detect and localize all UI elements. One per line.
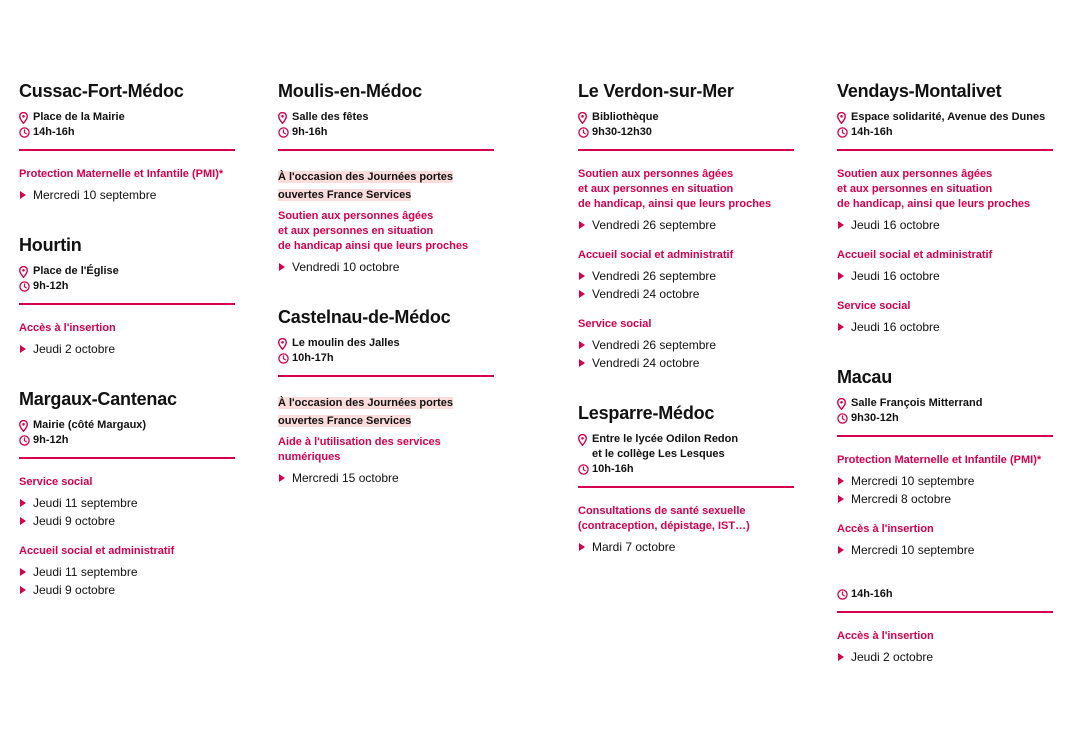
clock-icon-svg bbox=[578, 127, 589, 138]
service-title: Aide à l'utilisation des services numériques bbox=[278, 436, 441, 463]
clock-icon-svg bbox=[837, 589, 848, 600]
location-place-text: Place de l'Église bbox=[33, 265, 119, 277]
clock-icon-svg bbox=[19, 281, 30, 292]
town-name: Moulis-en-Médoc bbox=[278, 81, 422, 101]
service-block bbox=[578, 504, 794, 556]
date-text: Jeudi 2 octobre bbox=[33, 342, 116, 356]
location-hours-text: 9h-12h bbox=[33, 434, 69, 446]
town-name: Cussac-Fort-Médoc bbox=[19, 81, 184, 101]
arrow-right-icon bbox=[579, 290, 585, 298]
location-block bbox=[19, 388, 235, 599]
date-item bbox=[837, 648, 1053, 666]
service-block bbox=[19, 321, 235, 358]
date-item bbox=[578, 538, 794, 556]
arrow-right-icon bbox=[20, 191, 26, 199]
service-title: Service social bbox=[19, 476, 93, 488]
service-block bbox=[578, 317, 794, 372]
map-pin-icon bbox=[578, 432, 592, 447]
arrow-right-icon bbox=[579, 359, 585, 367]
clock-icon bbox=[837, 411, 851, 426]
location-place bbox=[578, 110, 794, 125]
clock-icon bbox=[578, 462, 592, 477]
location-place-text: Bibliothèque bbox=[592, 111, 659, 123]
service-block bbox=[578, 248, 794, 303]
service-block bbox=[278, 435, 494, 487]
location-place-text: Entre le lycée Odilon Redon et le collège Les Lesques bbox=[592, 433, 739, 460]
arrow-right-icon bbox=[20, 586, 26, 594]
clock-icon-svg bbox=[837, 413, 848, 424]
arrow-right-icon bbox=[838, 653, 844, 661]
event-highlight bbox=[278, 167, 494, 203]
location-place bbox=[278, 336, 494, 351]
location-place-text: Mairie (côté Margaux) bbox=[33, 419, 147, 431]
location-block bbox=[278, 80, 494, 276]
service-title: Service social bbox=[837, 300, 911, 312]
arrow-right-icon bbox=[20, 499, 26, 507]
location-hours-text: 14h-16h bbox=[851, 126, 893, 138]
extra-session bbox=[837, 587, 1053, 666]
service-block bbox=[19, 544, 235, 599]
date-item bbox=[278, 469, 494, 487]
clock-icon-svg bbox=[19, 435, 30, 446]
map-pin-icon bbox=[19, 418, 33, 433]
map-pin-icon bbox=[578, 110, 592, 125]
map-pin-icon-svg bbox=[837, 112, 846, 124]
event-highlight bbox=[278, 393, 494, 429]
map-pin-icon-svg bbox=[578, 434, 587, 446]
clock-icon-svg bbox=[278, 127, 289, 138]
section-divider bbox=[578, 149, 794, 151]
event-highlight-text: À l'occasion des Journées portes ouvertes France Services bbox=[278, 171, 454, 201]
clock-icon-svg bbox=[278, 353, 289, 364]
location-place-text: Place de la Mairie bbox=[33, 111, 125, 123]
service-title: Soutien aux personnes âgées et aux personnes en situation de handicap ainsi que leurs proches bbox=[278, 210, 469, 252]
location-place bbox=[837, 110, 1053, 125]
section-divider bbox=[278, 149, 494, 151]
date-item bbox=[578, 354, 794, 372]
clock-icon bbox=[837, 587, 851, 602]
section-divider bbox=[19, 303, 235, 305]
clock-icon-svg bbox=[19, 127, 30, 138]
service-block bbox=[278, 209, 494, 276]
service-block bbox=[837, 299, 1053, 336]
map-pin-icon bbox=[837, 396, 851, 411]
location-place bbox=[19, 110, 235, 125]
date-item bbox=[578, 267, 794, 285]
service-title: Protection Maternelle et Infantile (PMI)* bbox=[19, 168, 224, 180]
map-pin-icon bbox=[19, 110, 33, 125]
extra-session-hours bbox=[837, 587, 1053, 602]
town-name: Lesparre-Médoc bbox=[578, 403, 715, 423]
location-hours-text: 10h-16h bbox=[592, 463, 634, 475]
location-hours-text: 14h-16h bbox=[33, 126, 75, 138]
arrow-right-icon bbox=[579, 543, 585, 551]
section-divider bbox=[19, 457, 235, 459]
service-title: Soutien aux personnes âgées et aux personnes en situation de handicap, ainsi que leurs proches bbox=[578, 168, 772, 210]
service-block bbox=[837, 629, 1053, 666]
town-name: Vendays-Montalivet bbox=[837, 81, 1002, 101]
date-text: Jeudi 9 octobre bbox=[33, 514, 116, 528]
service-title: Service social bbox=[578, 318, 652, 330]
arrow-right-icon bbox=[838, 272, 844, 280]
service-block bbox=[19, 475, 235, 530]
service-title: Accès à l'insertion bbox=[837, 523, 934, 535]
location-place bbox=[837, 396, 1053, 411]
service-title: Consultations de santé sexuelle (contraception, dépistage, IST…) bbox=[578, 505, 750, 532]
location-hours-text: 9h30-12h bbox=[851, 412, 899, 424]
service-block bbox=[837, 248, 1053, 285]
date-text: Jeudi 11 septembre bbox=[33, 565, 138, 579]
map-pin-icon-svg bbox=[578, 112, 587, 124]
section-divider bbox=[578, 486, 794, 488]
location-block bbox=[278, 306, 494, 487]
location-block bbox=[837, 366, 1053, 666]
section-divider bbox=[837, 149, 1053, 151]
section-divider bbox=[278, 375, 494, 377]
section-divider bbox=[837, 435, 1053, 437]
map-pin-icon bbox=[278, 110, 292, 125]
column-1 bbox=[19, 80, 235, 613]
location-block bbox=[578, 402, 794, 556]
date-item bbox=[578, 216, 794, 234]
arrow-right-icon bbox=[838, 221, 844, 229]
location-place-text: Espace solidarité, Avenue des Dunes bbox=[851, 111, 1046, 123]
clock-icon-svg bbox=[837, 127, 848, 138]
date-item bbox=[837, 472, 1053, 490]
arrow-right-icon bbox=[579, 272, 585, 280]
date-item bbox=[837, 267, 1053, 285]
date-item bbox=[19, 512, 235, 530]
date-text: Vendredi 26 septembre bbox=[592, 218, 717, 232]
date-item bbox=[837, 216, 1053, 234]
location-block bbox=[19, 234, 235, 358]
arrow-right-icon bbox=[838, 323, 844, 331]
location-place-text: Salle François Mitterrand bbox=[851, 397, 983, 409]
location-place bbox=[278, 110, 494, 125]
clock-icon bbox=[19, 433, 33, 448]
date-item bbox=[19, 563, 235, 581]
date-text: Mardi 7 octobre bbox=[592, 540, 676, 554]
section-divider bbox=[19, 149, 235, 151]
location-hours bbox=[837, 411, 1053, 426]
column-3 bbox=[578, 80, 794, 570]
arrow-right-icon bbox=[579, 341, 585, 349]
service-title: Soutien aux personnes âgées et aux personnes en situation de handicap, ainsi que leurs proches bbox=[837, 168, 1031, 210]
service-block bbox=[578, 167, 794, 234]
map-pin-icon bbox=[837, 110, 851, 125]
clock-icon-svg bbox=[578, 464, 589, 475]
town-name: Castelnau-de-Médoc bbox=[278, 307, 451, 327]
town-name: Macau bbox=[837, 367, 893, 387]
date-text: Vendredi 26 septembre bbox=[592, 338, 717, 352]
location-hours bbox=[578, 125, 794, 140]
clock-icon bbox=[278, 351, 292, 366]
date-item bbox=[578, 336, 794, 354]
service-title: Accueil social et administratif bbox=[578, 249, 734, 261]
service-title: Accès à l'insertion bbox=[19, 322, 116, 334]
date-text: Vendredi 24 octobre bbox=[592, 356, 700, 370]
map-pin-icon-svg bbox=[837, 398, 846, 410]
location-hours-text: 9h30-12h30 bbox=[592, 126, 652, 138]
service-block bbox=[19, 167, 235, 204]
date-item bbox=[19, 581, 235, 599]
service-block bbox=[837, 522, 1053, 559]
clock-icon bbox=[278, 125, 292, 140]
date-text: Jeudi 11 septembre bbox=[33, 496, 138, 510]
date-text: Vendredi 26 septembre bbox=[592, 269, 717, 283]
map-pin-icon-svg bbox=[278, 112, 287, 124]
location-hours-text: 9h-16h bbox=[292, 126, 328, 138]
arrow-right-icon bbox=[579, 221, 585, 229]
map-pin-icon bbox=[278, 336, 292, 351]
section-divider bbox=[837, 611, 1053, 613]
extra-session-hours-text: 14h-16h bbox=[851, 588, 893, 600]
date-item bbox=[578, 285, 794, 303]
map-pin-icon-svg bbox=[19, 420, 28, 432]
location-block bbox=[837, 80, 1053, 336]
service-block bbox=[837, 453, 1053, 508]
service-title: Accueil social et administratif bbox=[837, 249, 993, 261]
arrow-right-icon bbox=[20, 568, 26, 576]
location-hours bbox=[578, 462, 794, 477]
date-item bbox=[278, 258, 494, 276]
map-pin-icon-svg bbox=[278, 338, 287, 350]
column-4 bbox=[837, 80, 1053, 680]
map-pin-icon-svg bbox=[19, 112, 28, 124]
date-item bbox=[837, 490, 1053, 508]
location-hours bbox=[19, 125, 235, 140]
column-2 bbox=[278, 80, 494, 501]
arrow-right-icon bbox=[279, 263, 285, 271]
date-item bbox=[19, 340, 235, 358]
town-name: Margaux-Cantenac bbox=[19, 389, 177, 409]
service-block bbox=[837, 167, 1053, 234]
arrow-right-icon bbox=[838, 477, 844, 485]
location-place-text: Salle des fêtes bbox=[292, 111, 369, 123]
location-hours bbox=[278, 351, 494, 366]
map-pin-icon-svg bbox=[19, 266, 28, 278]
map-pin-icon bbox=[19, 264, 33, 279]
location-hours bbox=[19, 433, 235, 448]
date-text: Jeudi 16 octobre bbox=[851, 218, 940, 232]
arrow-right-icon bbox=[20, 517, 26, 525]
service-title: Accès à l'insertion bbox=[837, 630, 934, 642]
location-hours-text: 10h-17h bbox=[292, 352, 334, 364]
service-title: Accueil social et administratif bbox=[19, 545, 175, 557]
location-place bbox=[578, 432, 794, 462]
location-hours bbox=[19, 279, 235, 294]
location-hours bbox=[837, 125, 1053, 140]
location-place bbox=[19, 418, 235, 433]
date-text: Vendredi 10 octobre bbox=[292, 260, 400, 274]
date-text: Mercredi 15 octobre bbox=[292, 471, 399, 485]
location-hours-text: 9h-12h bbox=[33, 280, 69, 292]
arrow-right-icon bbox=[838, 546, 844, 554]
town-name: Hourtin bbox=[19, 235, 82, 255]
date-text: Jeudi 9 octobre bbox=[33, 583, 116, 597]
location-block bbox=[578, 80, 794, 372]
arrow-right-icon bbox=[838, 495, 844, 503]
date-text: Mercredi 10 septembre bbox=[851, 474, 975, 488]
arrow-right-icon bbox=[279, 474, 285, 482]
town-name: Le Verdon-sur-Mer bbox=[578, 81, 734, 101]
location-block bbox=[19, 80, 235, 204]
event-highlight-text: À l'occasion des Journées portes ouvertes France Services bbox=[278, 397, 454, 427]
date-text: Jeudi 16 octobre bbox=[851, 320, 940, 334]
clock-icon bbox=[19, 125, 33, 140]
location-place bbox=[19, 264, 235, 279]
date-item bbox=[19, 186, 235, 204]
date-text: Mercredi 10 septembre bbox=[851, 543, 975, 557]
date-text: Mercredi 10 septembre bbox=[33, 188, 157, 202]
location-place-text: Le moulin des Jalles bbox=[292, 337, 400, 349]
clock-icon bbox=[19, 279, 33, 294]
date-item bbox=[19, 494, 235, 512]
date-item bbox=[837, 541, 1053, 559]
date-text: Jeudi 2 octobre bbox=[851, 650, 934, 664]
arrow-right-icon bbox=[20, 345, 26, 353]
clock-icon bbox=[578, 125, 592, 140]
date-text: Jeudi 16 octobre bbox=[851, 269, 940, 283]
date-text: Mercredi 8 octobre bbox=[851, 492, 952, 506]
date-text: Vendredi 24 octobre bbox=[592, 287, 700, 301]
location-hours bbox=[278, 125, 494, 140]
clock-icon bbox=[837, 125, 851, 140]
service-title: Protection Maternelle et Infantile (PMI)* bbox=[837, 454, 1042, 466]
date-item bbox=[837, 318, 1053, 336]
